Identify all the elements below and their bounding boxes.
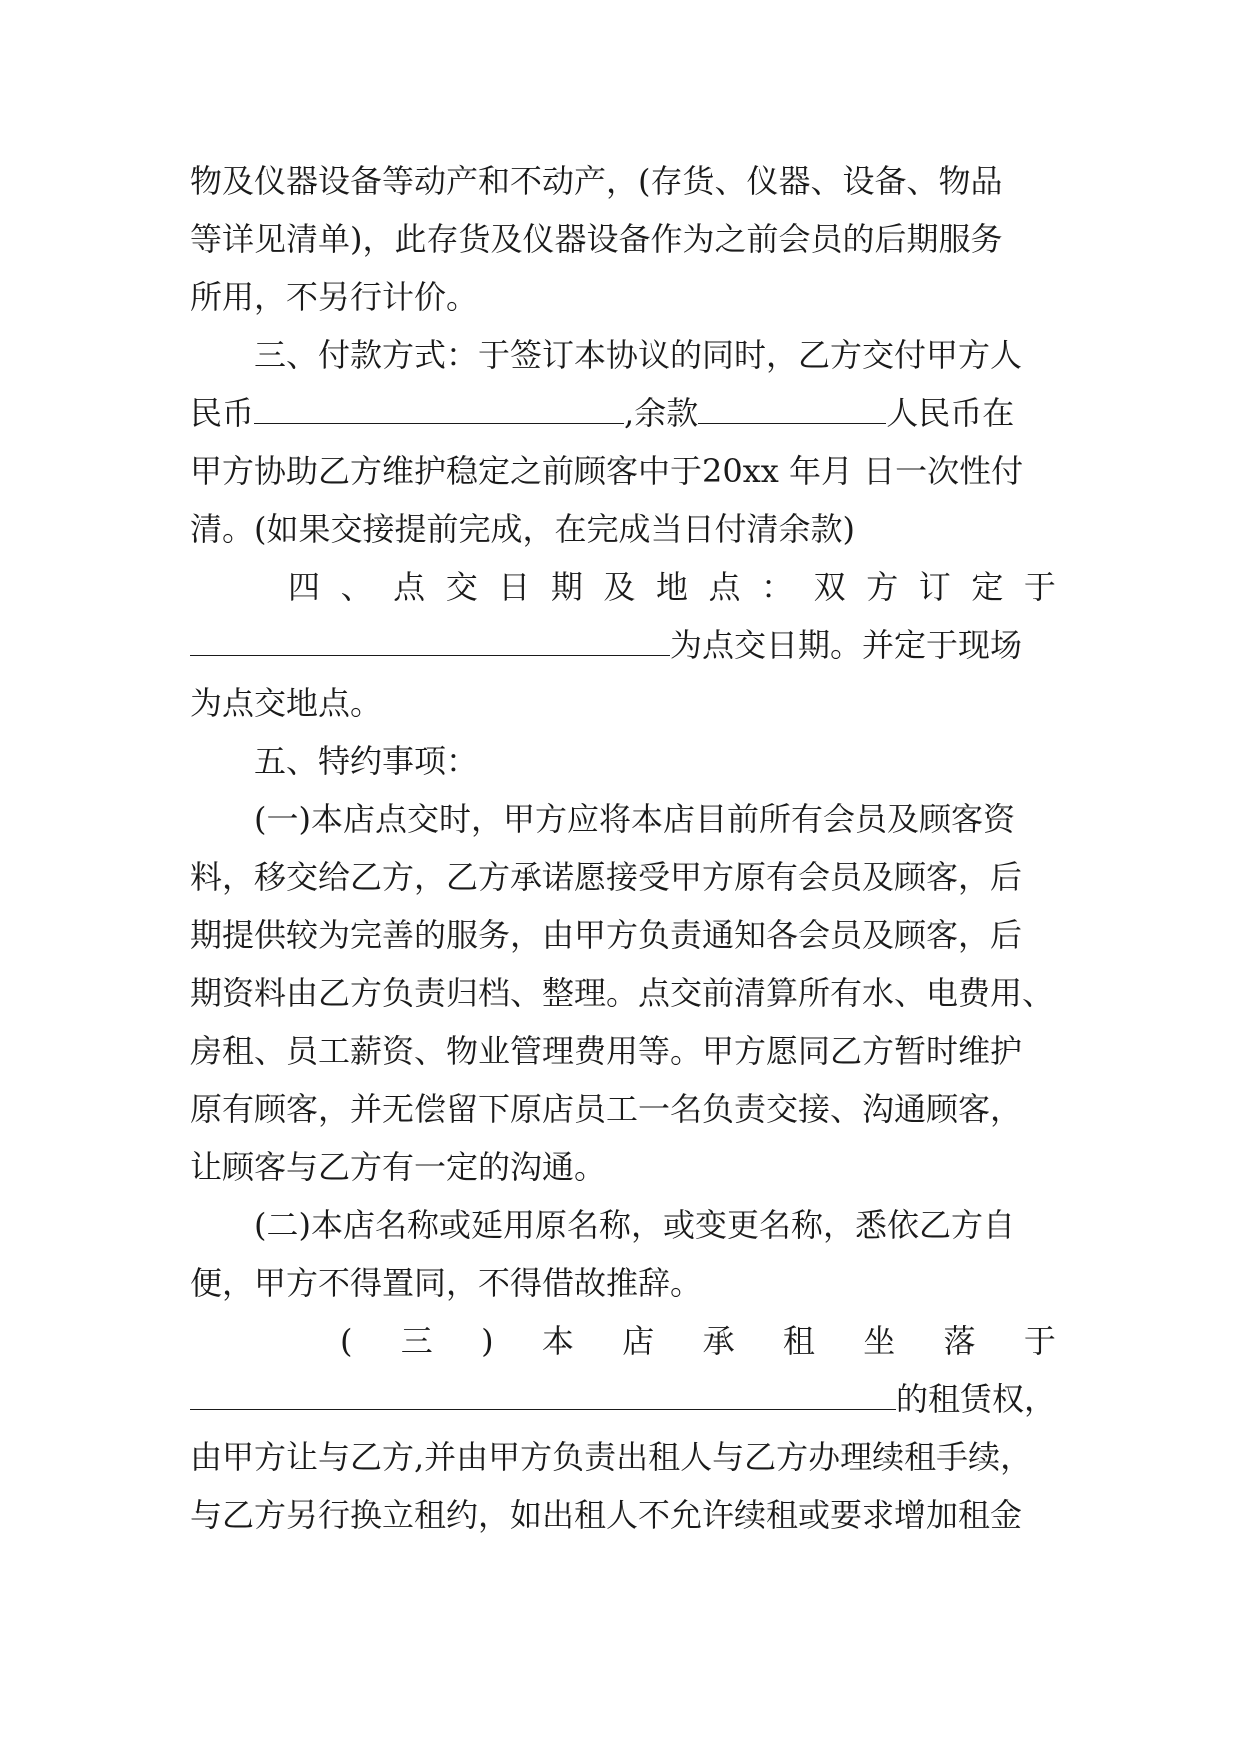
text-fragment: 的租赁权，: [895, 1380, 1056, 1418]
text-line: 让顾客与乙方有一定的沟通。: [190, 1148, 607, 1186]
item-1-line: (一)本店点交时，甲方应将本店目前所有会员及顾客资: [254, 800, 1015, 838]
date-blank: [190, 623, 670, 656]
text-line: 为点交地点。: [190, 684, 383, 722]
balance-blank: [698, 391, 886, 424]
char: (: [340, 1322, 353, 1360]
text-line: 所用，不另行计价。: [190, 278, 479, 316]
char: 三: [400, 1322, 433, 1360]
section-3-payment-line: [190, 384, 1056, 442]
char: ): [481, 1322, 494, 1360]
text-line: 物及仪器设备等动产和不动产，(存货、仪器、设备、物品: [190, 162, 1003, 200]
text-fragment: 人民币在: [886, 394, 1015, 432]
section-4-line: [190, 558, 1056, 616]
item-3-line: [190, 1312, 1056, 1370]
char: 方: [866, 568, 899, 606]
char: 定: [971, 568, 1004, 606]
char: 于: [1023, 1322, 1056, 1360]
char: 坐: [863, 1322, 896, 1360]
char: 及: [603, 568, 636, 606]
char: 期: [550, 568, 583, 606]
text-line: 便，甲方不得置同，不得借故推辞。: [190, 1264, 703, 1302]
section-4-date-line: [190, 616, 1056, 674]
item-2-line: (二)本店名称或延用原名称，或变更名称，悉依乙方自: [254, 1206, 1015, 1244]
char: 交: [445, 568, 478, 606]
text-line: 期提供较为完善的服务，由甲方负责通知各会员及顾客，后: [190, 916, 1023, 954]
text-fragment: 为点交日期。并定于现场: [670, 626, 1023, 664]
char: 点: [708, 568, 741, 606]
char: 承: [702, 1322, 735, 1360]
char: 订: [918, 568, 951, 606]
char: 双: [813, 568, 846, 606]
text-line: 清。(如果交接提前完成，在完成当日付清余款): [190, 510, 855, 548]
char: 于: [1023, 568, 1056, 606]
char: ：: [761, 568, 794, 606]
text-line: 料，移交给乙方，乙方承诺愿接受甲方原有会员及顾客，后: [190, 858, 1023, 896]
char: 地: [655, 568, 688, 606]
char: 店: [622, 1322, 655, 1360]
char: 租: [782, 1322, 815, 1360]
text-line: 由甲方让与乙方,并由甲方负责出租人与乙方办理续租手续，: [190, 1438, 1033, 1476]
location-blank: [190, 1377, 896, 1410]
section-5-heading: 五、特约事项：: [254, 742, 479, 780]
amount-blank: [254, 391, 624, 424]
char: 日: [498, 568, 531, 606]
contract-body: [190, 152, 1056, 1544]
text-fragment: 民币: [190, 394, 255, 432]
item-3-location-line: [190, 1370, 1056, 1428]
text-line: 房租、员工薪资、物业管理费用等。甲方愿同乙方暂时维护: [190, 1032, 1023, 1070]
char: 点: [393, 568, 426, 606]
text-line: 原有顾客，并无偿留下原店员工一名负责交接、沟通顾客，: [190, 1090, 1023, 1128]
char: 落: [943, 1322, 976, 1360]
char: 本: [541, 1322, 574, 1360]
text-line: 甲方协助乙方维护稳定之前顾客中于20xx 年月 日一次性付: [190, 452, 1024, 490]
section-3-line: 三、付款方式：于签订本协议的同时，乙方交付甲方人: [254, 336, 1023, 374]
char: 、: [340, 568, 373, 606]
text-line: 等详见清单)，此存货及仪器设备作为之前会员的后期服务: [190, 220, 1003, 258]
char: 四: [288, 568, 321, 606]
text-line: 与乙方另行换立租约，如出租人不允许续租或要求增加租金: [190, 1496, 1023, 1534]
text-fragment: ,余款: [624, 394, 699, 432]
text-line: 期资料由乙方负责归档、整理。点交前清算所有水、电费用、: [190, 974, 1055, 1012]
